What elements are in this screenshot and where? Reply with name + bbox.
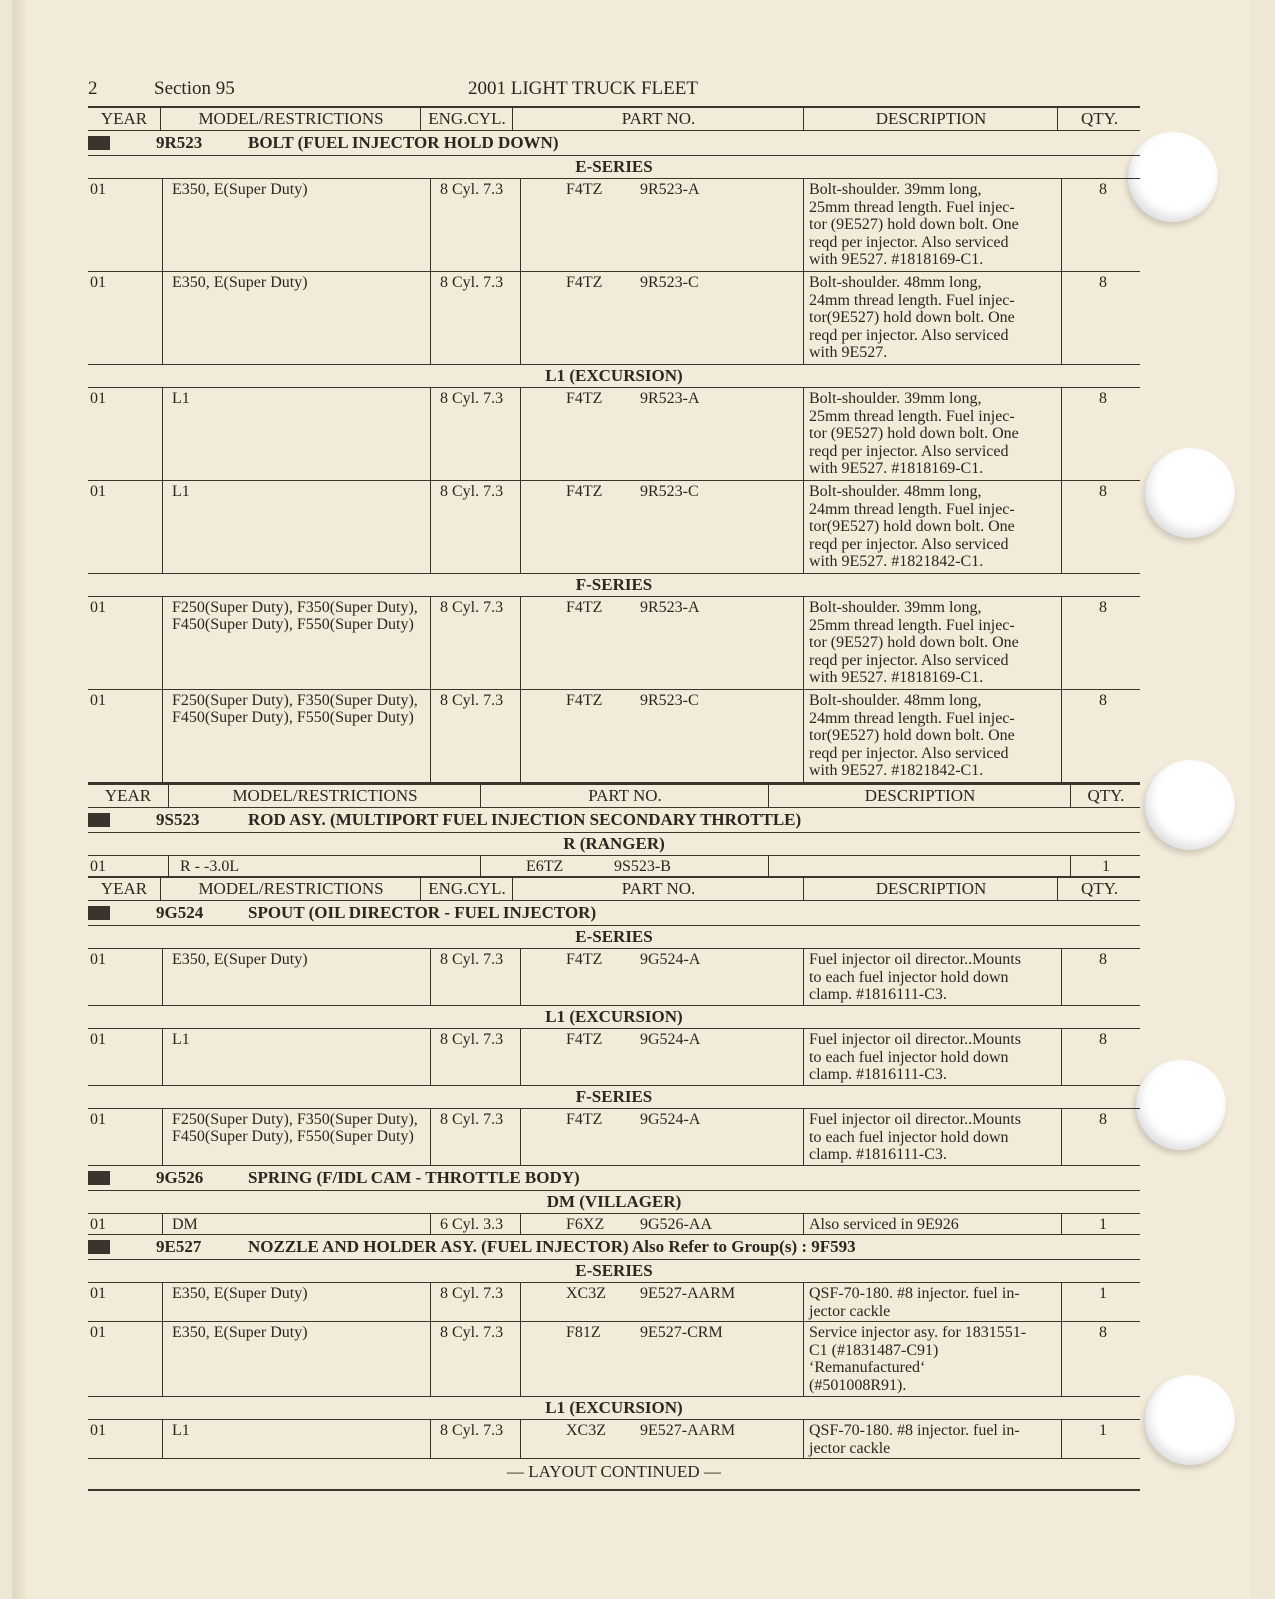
binder-hole — [1128, 132, 1218, 222]
cell-eng: 8 Cyl. 7.3 — [432, 272, 521, 364]
part-number: 9R523-A — [640, 390, 700, 407]
cell-year: 01 — [88, 481, 163, 573]
part-prefix: XC3Z — [566, 1285, 606, 1302]
series-subhead: E-SERIES — [88, 156, 1140, 179]
cell-model: L1 — [162, 388, 431, 480]
part-prefix: XC3Z — [566, 1422, 606, 1439]
cell-qty: 1 — [1099, 1422, 1107, 1439]
group-name: SPRING (F/IDL CAM - THROTTLE BODY) — [248, 1168, 580, 1187]
col-model: MODEL/RESTRICTIONS — [162, 878, 421, 900]
series-subhead: F-SERIES — [88, 1086, 1140, 1109]
part-prefix: F81Z — [566, 1324, 601, 1341]
page-header — [88, 78, 1138, 102]
part-number: 9S523-B — [614, 858, 671, 875]
binder-hole — [1136, 1060, 1226, 1150]
cell-part — [522, 481, 804, 573]
column-header — [88, 106, 1140, 131]
group-code: 9R523 — [156, 133, 203, 152]
column-header — [88, 877, 1140, 901]
group-row — [88, 808, 1140, 833]
table-row — [88, 272, 1140, 365]
cell-desc: Fuel injector oil director..Mounts to each fuel injector hold down clamp. #1816111-C3. — [805, 1109, 1062, 1165]
series-subhead: L1 (EXCURSION) — [88, 365, 1140, 388]
cell-year: 01 — [88, 597, 163, 689]
col-year: YEAR — [88, 878, 161, 900]
cell-eng: 8 Cyl. 7.3 — [432, 1322, 521, 1396]
col-part: PART NO. — [514, 878, 804, 900]
part-prefix: F4TZ — [566, 181, 603, 198]
part-number: 9E527-AARM — [640, 1285, 736, 1302]
group-code: 9E527 — [156, 1237, 202, 1256]
part-prefix: F4TZ — [566, 1031, 603, 1048]
cell-part — [522, 1029, 804, 1085]
table-row — [88, 1109, 1140, 1166]
part-prefix: E6TZ — [526, 858, 564, 875]
binder-hole — [1145, 1375, 1235, 1465]
cell-eng: 8 Cyl. 7.3 — [432, 949, 521, 1005]
series-subhead: E-SERIES — [88, 1260, 1140, 1283]
cell-desc: Service injector asy. for 1831551- C1 (#1831487-C91) ‘Remanufactured‘ (#501008R91). — [805, 1322, 1062, 1396]
col-model: MODEL/RESTRICTIONS — [162, 108, 421, 130]
col-part: PART NO. — [514, 108, 804, 130]
table-row — [88, 1029, 1140, 1086]
part-number: 9R523-A — [640, 181, 700, 198]
cell-year: 01 — [88, 1283, 163, 1321]
cell-desc: QSF-70-180. #8 injector. fuel in- jector cackle — [805, 1420, 1062, 1458]
cell-desc — [770, 856, 1071, 876]
series-subhead: DM (VILLAGER) — [88, 1191, 1140, 1214]
cell-desc: Bolt-shoulder. 39mm long, 25mm thread length. Fuel injec- tor (9E527) hold down bolt. One reqd per injector. Also serviced with 9E527. #1818169-C1. — [805, 597, 1062, 689]
group-name: BOLT (FUEL INJECTOR HOLD DOWN) — [248, 133, 559, 152]
cell-qty: 8 — [1099, 1111, 1107, 1128]
table-row — [88, 1214, 1140, 1235]
part-number: 9E527-CRM — [640, 1324, 723, 1341]
cell-qty: 8 — [1099, 599, 1107, 616]
cell-year: 01 — [88, 690, 163, 782]
cell-qty: 8 — [1099, 951, 1107, 968]
page-edge — [12, 0, 26, 1599]
cell-year: 01 — [88, 1322, 163, 1396]
cell-part — [522, 949, 804, 1005]
group-name: ROD ASY. (MULTIPORT FUEL INJECTION SECONDARY THROTTLE) — [248, 810, 802, 829]
part-prefix: F4TZ — [566, 483, 603, 500]
part-number: 9R523-C — [640, 483, 699, 500]
cell-part — [522, 1420, 804, 1458]
group-name: SPOUT (OIL DIRECTOR - FUEL INJECTOR) — [248, 903, 597, 922]
cell-model: E350, E(Super Duty) — [162, 1322, 431, 1396]
part-prefix: F4TZ — [566, 274, 603, 291]
group-row — [88, 131, 1140, 156]
table-row — [88, 949, 1140, 1006]
cell-year: 01 — [88, 388, 163, 480]
table-row — [88, 388, 1140, 481]
cell-part — [522, 597, 804, 689]
group-row — [88, 901, 1140, 926]
cell-qty: 1 — [1102, 858, 1110, 875]
group-code: 9S523 — [156, 810, 200, 829]
part-number: 9E527-AARM — [640, 1422, 736, 1439]
binder-hole — [1145, 760, 1235, 850]
col-qty: QTY. — [1081, 879, 1118, 898]
cell-eng: 8 Cyl. 7.3 — [432, 481, 521, 573]
cell-year: 01 — [88, 949, 163, 1005]
group-code: 9G524 — [156, 903, 204, 922]
cell-desc: Bolt-shoulder. 48mm long, 24mm thread length. Fuel injec- tor(9E527) hold down bolt. One reqd per injector. Also serviced with 9E527. #1821842-C1. — [805, 481, 1062, 573]
part-number: 9G524-A — [640, 1111, 701, 1128]
table-row — [88, 179, 1140, 272]
cell-eng: 8 Cyl. 7.3 — [432, 1420, 521, 1458]
cell-desc: Fuel injector oil director..Mounts to each fuel injector hold down clamp. #1816111-C3. — [805, 1029, 1062, 1085]
cell-qty: 8 — [1099, 692, 1107, 709]
part-number: 9G524-A — [640, 1031, 701, 1048]
cell-model: L1 — [162, 1420, 431, 1458]
col-year: YEAR — [88, 108, 161, 130]
table-row — [88, 856, 1140, 877]
table-row — [88, 597, 1140, 690]
cell-year: 01 — [88, 1420, 163, 1458]
cell-eng: 8 Cyl. 7.3 — [432, 597, 521, 689]
group-marker — [88, 136, 110, 150]
cell-eng: 8 Cyl. 7.3 — [432, 1109, 521, 1165]
parts-table — [88, 106, 1140, 1491]
cell-qty: 8 — [1099, 181, 1107, 198]
table-row — [88, 481, 1140, 574]
col-desc: DESCRIPTION — [805, 878, 1058, 900]
part-number: 9R523-A — [640, 599, 700, 616]
part-prefix: F4TZ — [566, 1111, 603, 1128]
part-number: 9G526-AA — [640, 1216, 712, 1233]
part-number: 9R523-C — [640, 274, 699, 291]
series-subhead: E-SERIES — [88, 926, 1140, 949]
page-number: 2 — [88, 78, 98, 99]
cell-desc: Fuel injector oil director..Mounts to each fuel injector hold down clamp. #1816111-C3. — [805, 949, 1062, 1005]
cell-year: 01 — [88, 1214, 163, 1234]
cell-model: L1 — [162, 481, 431, 573]
cell-model: E350, E(Super Duty) — [162, 272, 431, 364]
cell-model: E350, E(Super Duty) — [162, 949, 431, 1005]
cell-qty: 1 — [1099, 1285, 1107, 1302]
cell-desc: Bolt-shoulder. 48mm long, 24mm thread length. Fuel injec- tor(9E527) hold down bolt. One reqd per injector. Also serviced with 9E527. — [805, 272, 1062, 364]
group-marker — [88, 1240, 110, 1254]
part-prefix: F4TZ — [566, 692, 603, 709]
cell-eng: 8 Cyl. 7.3 — [432, 690, 521, 782]
cell-qty: 8 — [1099, 1324, 1107, 1341]
col-desc: DESCRIPTION — [770, 785, 1071, 807]
part-prefix: F4TZ — [566, 599, 603, 616]
cell-model: F250(Super Duty), F350(Super Duty), F450(Super Duty), F550(Super Duty) — [162, 597, 431, 689]
table-row — [88, 1322, 1140, 1397]
part-prefix: F4TZ — [566, 951, 603, 968]
part-number: 9R523-C — [640, 692, 699, 709]
cell-model: E350, E(Super Duty) — [162, 1283, 431, 1321]
group-marker — [88, 906, 110, 920]
cell-desc: QSF-70-180. #8 injector. fuel in- jector cackle — [805, 1283, 1062, 1321]
continued-footer: — LAYOUT CONTINUED — — [88, 1459, 1140, 1491]
cell-year: 01 — [88, 179, 163, 271]
group-row — [88, 1235, 1140, 1260]
cell-part — [522, 1283, 804, 1321]
col-qty: QTY. — [1087, 786, 1125, 805]
cell-part — [522, 388, 804, 480]
col-model: MODEL/RESTRICTIONS — [170, 785, 481, 807]
col-eng: ENG.CYL. — [422, 878, 513, 900]
part-prefix: F4TZ — [566, 390, 603, 407]
cell-qty: 8 — [1099, 483, 1107, 500]
group-code: 9G526 — [156, 1168, 204, 1187]
cell-model: DM — [162, 1214, 431, 1234]
binder-hole — [1145, 448, 1235, 538]
table-row — [88, 1283, 1140, 1322]
cell-desc: Also serviced in 9E926 — [805, 1214, 1062, 1234]
series-subhead: R (RANGER) — [88, 833, 1140, 856]
cell-part — [522, 1214, 804, 1234]
col-eng: ENG.CYL. — [422, 108, 513, 130]
cell-eng: 8 Cyl. 7.3 — [432, 1029, 521, 1085]
page-title: 2001 LIGHT TRUCK FLEET — [468, 78, 698, 99]
part-prefix: F6XZ — [566, 1216, 605, 1233]
cell-year: 01 — [88, 1029, 163, 1085]
cell-part — [482, 856, 769, 876]
table-row — [88, 1420, 1140, 1459]
col-year: YEAR — [88, 785, 169, 807]
series-subhead: L1 (EXCURSION) — [88, 1006, 1140, 1029]
cell-year: 01 — [88, 1109, 163, 1165]
cell-desc: Bolt-shoulder. 39mm long, 25mm thread length. Fuel injec- tor (9E527) hold down bolt. One reqd per injector. Also serviced with 9E527. #1818169-C1. — [805, 179, 1062, 271]
cell-part — [522, 179, 804, 271]
cell-part — [522, 1322, 804, 1396]
cell-desc: Bolt-shoulder. 39mm long, 25mm thread length. Fuel injec- tor (9E527) hold down bolt. One reqd per injector. Also serviced with 9E527. #1818169-C1. — [805, 388, 1062, 480]
cell-model: F250(Super Duty), F350(Super Duty), F450(Super Duty), F550(Super Duty) — [162, 1109, 431, 1165]
group-marker — [88, 813, 110, 827]
cell-part — [522, 272, 804, 364]
cell-year: 01 — [88, 272, 163, 364]
cell-qty: 8 — [1099, 1031, 1107, 1048]
cell-part — [522, 1109, 804, 1165]
cell-eng: 6 Cyl. 3.3 — [432, 1214, 521, 1234]
cell-model: F250(Super Duty), F350(Super Duty), F450(Super Duty), F550(Super Duty) — [162, 690, 431, 782]
cell-model: R - -3.0L — [170, 856, 481, 876]
cell-qty: 1 — [1099, 1216, 1107, 1233]
cell-model: L1 — [162, 1029, 431, 1085]
cell-model: E350, E(Super Duty) — [162, 179, 431, 271]
cell-eng: 8 Cyl. 7.3 — [432, 1283, 521, 1321]
series-subhead: F-SERIES — [88, 574, 1140, 597]
group-row — [88, 1166, 1140, 1191]
col-desc: DESCRIPTION — [805, 108, 1058, 130]
table-row — [88, 690, 1140, 783]
column-header — [88, 783, 1140, 808]
group-marker — [88, 1171, 110, 1185]
cell-desc: Bolt-shoulder. 48mm long, 24mm thread length. Fuel injec- tor(9E527) hold down bolt. One reqd per injector. Also serviced with 9E527. #1821842-C1. — [805, 690, 1062, 782]
cell-qty: 8 — [1099, 390, 1107, 407]
cell-part — [522, 690, 804, 782]
cell-year: 01 — [88, 856, 169, 876]
section-label: Section 95 — [154, 78, 235, 99]
cell-eng: 8 Cyl. 7.3 — [432, 388, 521, 480]
group-name: NOZZLE AND HOLDER ASY. (FUEL INJECTOR) Also Refer to Group(s) : 9F593 — [248, 1237, 856, 1256]
part-number: 9G524-A — [640, 951, 701, 968]
col-part: PART NO. — [482, 785, 769, 807]
col-qty: QTY. — [1081, 109, 1118, 128]
cell-qty: 8 — [1099, 274, 1107, 291]
cell-eng: 8 Cyl. 7.3 — [432, 179, 521, 271]
series-subhead: L1 (EXCURSION) — [88, 1397, 1140, 1420]
